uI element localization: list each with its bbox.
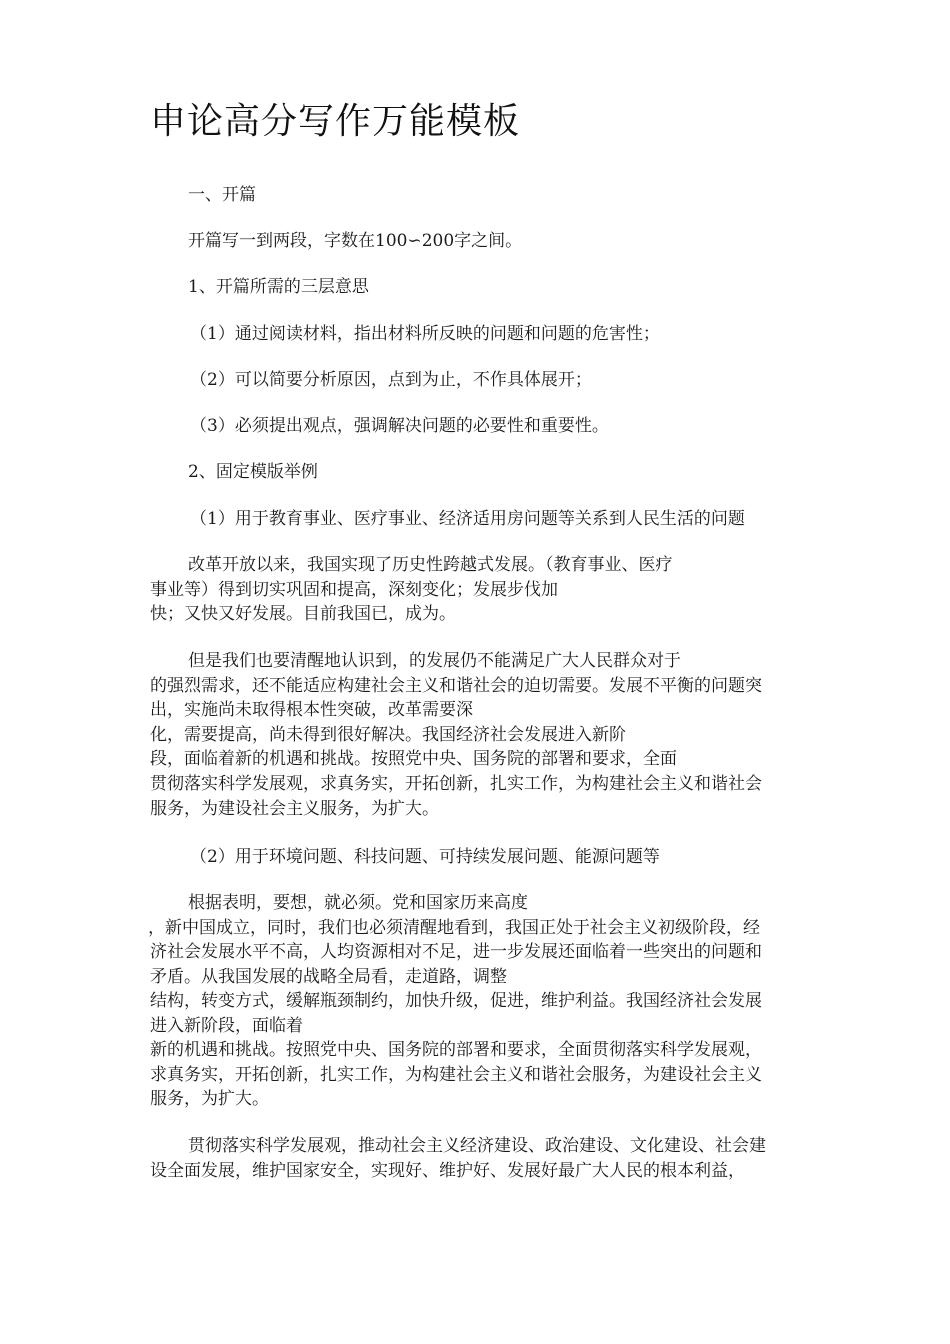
paragraph-line: 开篇写一到两段，字数在100∽200字之间。 [188,231,523,251]
paragraph-line: 矛盾。从我国发展的战略全局看，走道路，调整 [150,967,507,987]
paragraph-line: 化，需要提高，尚未得到很好解决。我国经济社会发展进入新阶 [150,725,626,745]
paragraph-line: 出，实施尚未取得根本性突破，改革需要深 [150,700,473,720]
paragraph-line: 服务，为扩大。 [150,1089,269,1109]
paragraph-line: 贯彻落实科学发展观，求真务实，开拓创新，扎实工作，为构建社会主义和谐社会 [150,774,762,794]
paragraph-line: 根据表明，要想，就必须。党和国家历来高度 [188,893,528,913]
list-item: （3）必须提出观点，强调解决问题的必要性和重要性。 [190,416,609,436]
paragraph-line: 段，面临着新的机遇和挑战。按照党中央、国务院的部署和要求，全面 [150,749,677,769]
list-item: （2）可以简要分析原因，点到为止，不作具体展开； [190,370,592,390]
paragraph-line: 贯彻落实科学发展观，推动社会主义经济建设、政治建设、文化建设、社会建 [188,1136,766,1156]
subsection-heading: 1、开篇所需的三层意思 [188,277,369,297]
paragraph-line: 事业等）得到切实巩固和提高，深刻变化；发展步伐加 [150,580,558,600]
list-item: （1）用于教育事业、医疗事业、经济适用房问题等关系到人民生活的问题 [190,509,745,529]
paragraph-line: 进入新阶段，面临着 [150,1016,303,1036]
paragraph-line: 服务，为建设社会主义服务，为扩大。 [150,799,439,819]
paragraph-line: 的强烈需求，还不能适应构建社会主义和谐社会的迫切需要。发展不平衡的问题突 [150,676,762,696]
paragraph-line: 快；又快又好发展。目前我国已，成为。 [150,604,456,624]
subsection-heading: 2、固定模版举例 [188,462,318,482]
paragraph-line: 改革开放以来，我国实现了历史性跨越式发展。（教育事业、医疗 [188,555,673,575]
paragraph-line: 新的机遇和挑战。按照党中央、国务院的部署和要求，全面贯彻落实科学发展观， [150,1040,762,1060]
paragraph-line: 结构，转变方式，缓解瓶颈制约，加快升级，促进，维护利益。我国经济社会发展 [150,991,762,1011]
list-item: （2）用于环境问题、科技问题、可持续发展问题、能源问题等 [190,847,660,867]
paragraph-line: ，新中国成立，同时，我们也必须清醒地看到，我国正处于社会主义初级阶段，经 [148,918,760,938]
document-title: 申论高分写作万能模板 [150,101,521,142]
list-item: （1）通过阅读材料，指出材料所反映的问题和问题的危害性； [190,324,660,344]
section-heading: 一、开篇 [188,185,256,205]
paragraph-line: 济社会发展水平不高，人均资源相对不足，进一步发展还面临着一些突出的问题和 [150,942,762,962]
paragraph-line: 求真务实，开拓创新，扎实工作，为构建社会主义和谐社会服务，为建设社会主义 [150,1065,762,1085]
paragraph-line: 但是我们也要清醒地认识到，的发展仍不能满足广大人民群众对于 [188,651,681,671]
paragraph-line: 设全面发展，维护国家安全，实现好、维护好、发展好最广大人民的根本利益， [150,1161,745,1181]
